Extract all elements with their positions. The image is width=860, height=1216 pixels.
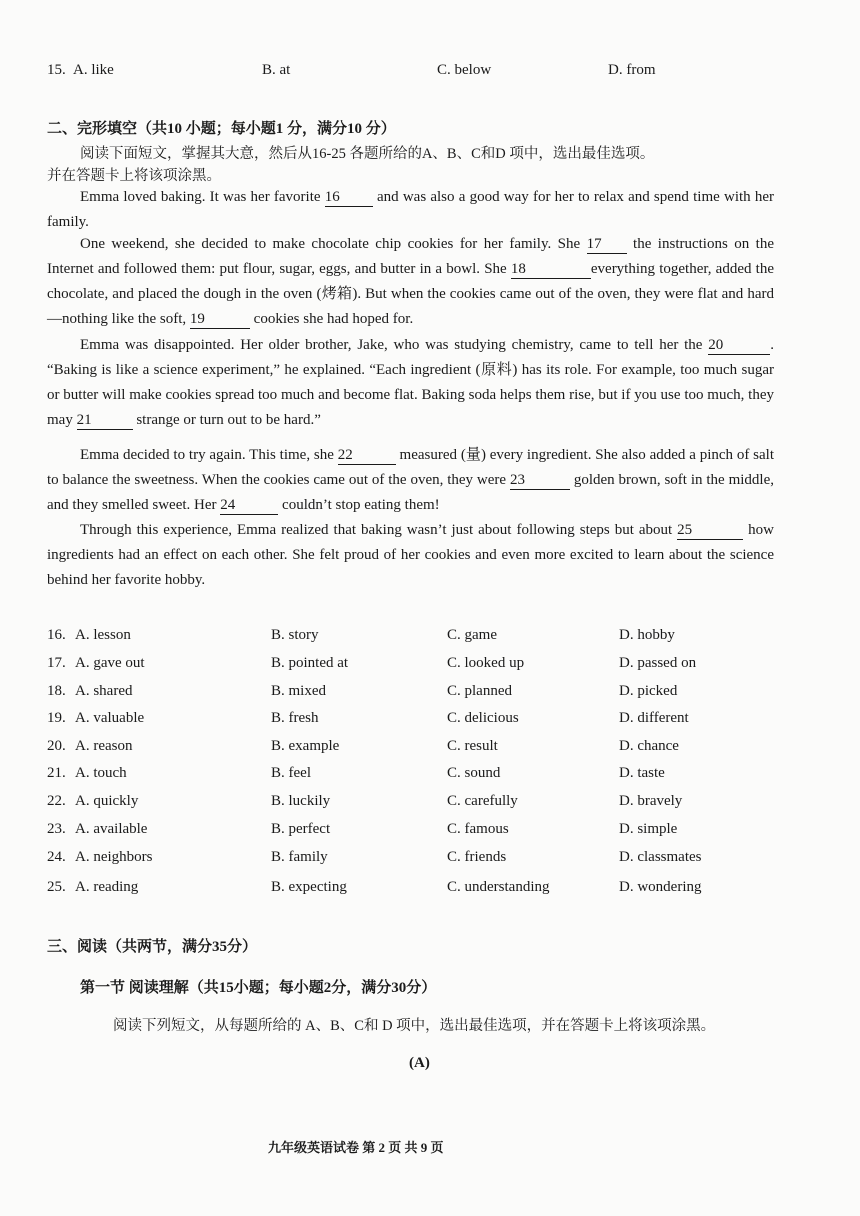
option-a: A. quickly bbox=[75, 793, 139, 809]
option-c: C. understanding bbox=[447, 879, 550, 895]
passage-text: strange or turn out to be hard.” bbox=[132, 412, 321, 428]
question-number: 19. bbox=[47, 710, 66, 726]
option-b: B. expecting bbox=[271, 879, 347, 895]
blank-17: 17 bbox=[587, 235, 627, 254]
option-c: C. friends bbox=[447, 849, 507, 865]
question-number: 18. bbox=[47, 683, 66, 699]
option-b: B. feel bbox=[271, 765, 311, 781]
option-d: D. hobby bbox=[619, 627, 675, 643]
passage-text: Emma was disappointed. Her older brother, Jake, who was studying chemistry, came to tell her the bbox=[80, 337, 709, 353]
option-c: C. game bbox=[447, 627, 497, 643]
passage-text: Through this experience, Emma realized that baking wasn’t just about following steps but about bbox=[80, 522, 678, 538]
section2-instructions-line1: 阅读下面短文，掌握其大意，然后从16-25 各题所给的A、B、C和D 项中，选出最佳选项。 bbox=[80, 146, 655, 162]
section2-instructions-line2: 并在答题卡上将该项涂黑。 bbox=[47, 168, 221, 184]
section3-subheading: 第一节 阅读理解（共15小题；每小题2分，满分30分） bbox=[80, 980, 437, 996]
passage-text: couldn’t stop eating them! bbox=[278, 497, 440, 513]
question-number: 15. bbox=[47, 62, 66, 78]
option-b: B. story bbox=[271, 627, 319, 643]
option-b: B. pointed at bbox=[271, 655, 349, 671]
passage-text: cookies she had hoped for. bbox=[249, 311, 414, 327]
option-a: A. reason bbox=[75, 738, 133, 754]
passage-text: and was also a good way for her to relax and spend time with her family. bbox=[47, 189, 775, 230]
option-d: D. simple bbox=[619, 821, 678, 837]
section2-heading: 二、完形填空（共10 小题；每小题1 分，满分10 分） bbox=[47, 121, 396, 137]
option-d: D. classmates bbox=[619, 849, 702, 865]
option-d: D. from bbox=[608, 62, 656, 78]
question-number: 24. bbox=[47, 849, 66, 865]
blank-20: 20 bbox=[708, 336, 770, 355]
cloze-paragraph-2 bbox=[47, 232, 774, 332]
cloze-paragraph-1 bbox=[47, 185, 774, 235]
section3-heading: 三、阅读（共两节，满分35分） bbox=[47, 939, 258, 955]
option-d: D. taste bbox=[619, 765, 665, 781]
cloze-paragraph-3 bbox=[47, 333, 774, 433]
option-c: C. sound bbox=[447, 765, 501, 781]
option-c: C. looked up bbox=[447, 655, 525, 671]
option-b: B. luckily bbox=[271, 793, 331, 809]
question-number: 16. bbox=[47, 627, 66, 643]
option-a: A. neighbors bbox=[75, 849, 153, 865]
option-a: A. valuable bbox=[75, 710, 145, 726]
option-b: B. example bbox=[271, 738, 340, 754]
option-b: B. fresh bbox=[271, 710, 319, 726]
passage-text: measured (量) every ingredient. She also added a pinch of salt to balance the sweetness. When the cookies came out of the oven, they were bbox=[47, 447, 774, 488]
passage-text: . “Baking is like a science experiment,” he explained. “Each ingredient (原料) has its role. For example, too much sugar or butter will make cookies spread too much and become flat. Baking soda helps them rise, but if you use too much, they may bbox=[47, 337, 774, 428]
option-a: A. shared bbox=[75, 683, 133, 699]
option-a: A. lesson bbox=[75, 627, 131, 643]
blank-21: 21 bbox=[77, 411, 133, 430]
option-b: B. family bbox=[271, 849, 328, 865]
blank-22: 22 bbox=[338, 446, 396, 465]
option-a: A. gave out bbox=[75, 655, 145, 671]
question-number: 20. bbox=[47, 738, 66, 754]
option-d: D. picked bbox=[619, 683, 678, 699]
passage-text: Emma loved baking. It was her favorite bbox=[80, 189, 325, 205]
option-a: A. available bbox=[75, 821, 148, 837]
option-d: D. passed on bbox=[619, 655, 697, 671]
question-number: 22. bbox=[47, 793, 66, 809]
option-c: C. planned bbox=[447, 683, 512, 699]
passage-text: golden brown, soft in the middle, and they smelled sweet. Her bbox=[47, 472, 774, 513]
question-number: 25. bbox=[47, 879, 66, 895]
question-number: 17. bbox=[47, 655, 66, 671]
option-b: B. at bbox=[262, 62, 291, 78]
option-c: C. below bbox=[437, 62, 492, 78]
blank-18: 18 bbox=[511, 260, 591, 279]
blank-16: 16 bbox=[325, 188, 373, 207]
option-c: C. delicious bbox=[447, 710, 519, 726]
option-c: C. carefully bbox=[447, 793, 518, 809]
option-c: C. result bbox=[447, 738, 498, 754]
option-d: D. bravely bbox=[619, 793, 683, 809]
section3-instructions: 阅读下列短文，从每题所给的 A、B、C和 D 项中，选出最佳选项，并在答题卡上将该项涂黑。 bbox=[113, 1018, 716, 1034]
question-number: 23. bbox=[47, 821, 66, 837]
page-footer: 九年级英语试卷 第 2 页 共 9 页 bbox=[268, 1140, 444, 1155]
cloze-paragraph-4 bbox=[47, 443, 774, 518]
option-b: B. perfect bbox=[271, 821, 331, 837]
option-b: B. mixed bbox=[271, 683, 326, 699]
passage-text: Emma decided to try again. This time, she bbox=[80, 447, 338, 463]
blank-19: 19 bbox=[190, 310, 250, 329]
passage-text: how ingredients had an effect on each other. She felt proud of her cookies and even more excited to learn about the science behind her favorite hobby. bbox=[47, 522, 774, 588]
blank-24: 24 bbox=[220, 496, 278, 515]
option-a: A. touch bbox=[75, 765, 127, 781]
passage-text: One weekend, she decided to make chocolate chip cookies for her family. She bbox=[80, 236, 587, 252]
question-number: 21. bbox=[47, 765, 66, 781]
passage-text: the instructions on the Internet and followed them: put flour, sugar, eggs, and butter in a bowl. She bbox=[47, 236, 774, 277]
blank-23: 23 bbox=[510, 471, 570, 490]
option-d: D. wondering bbox=[619, 879, 702, 895]
option-c: C. famous bbox=[447, 821, 509, 837]
option-d: D. chance bbox=[619, 738, 679, 754]
passage-text: everything together, added the chocolate, and placed the dough in the oven (烤箱). But when the cookies came out of the oven, they were flat and hard—nothing like the soft, bbox=[47, 261, 774, 327]
blank-25: 25 bbox=[677, 521, 743, 540]
passage-label: (A) bbox=[409, 1055, 430, 1071]
option-d: D. different bbox=[619, 710, 689, 726]
option-a: A. like bbox=[73, 62, 114, 78]
cloze-paragraph-5 bbox=[47, 518, 774, 593]
option-a: A. reading bbox=[75, 879, 139, 895]
